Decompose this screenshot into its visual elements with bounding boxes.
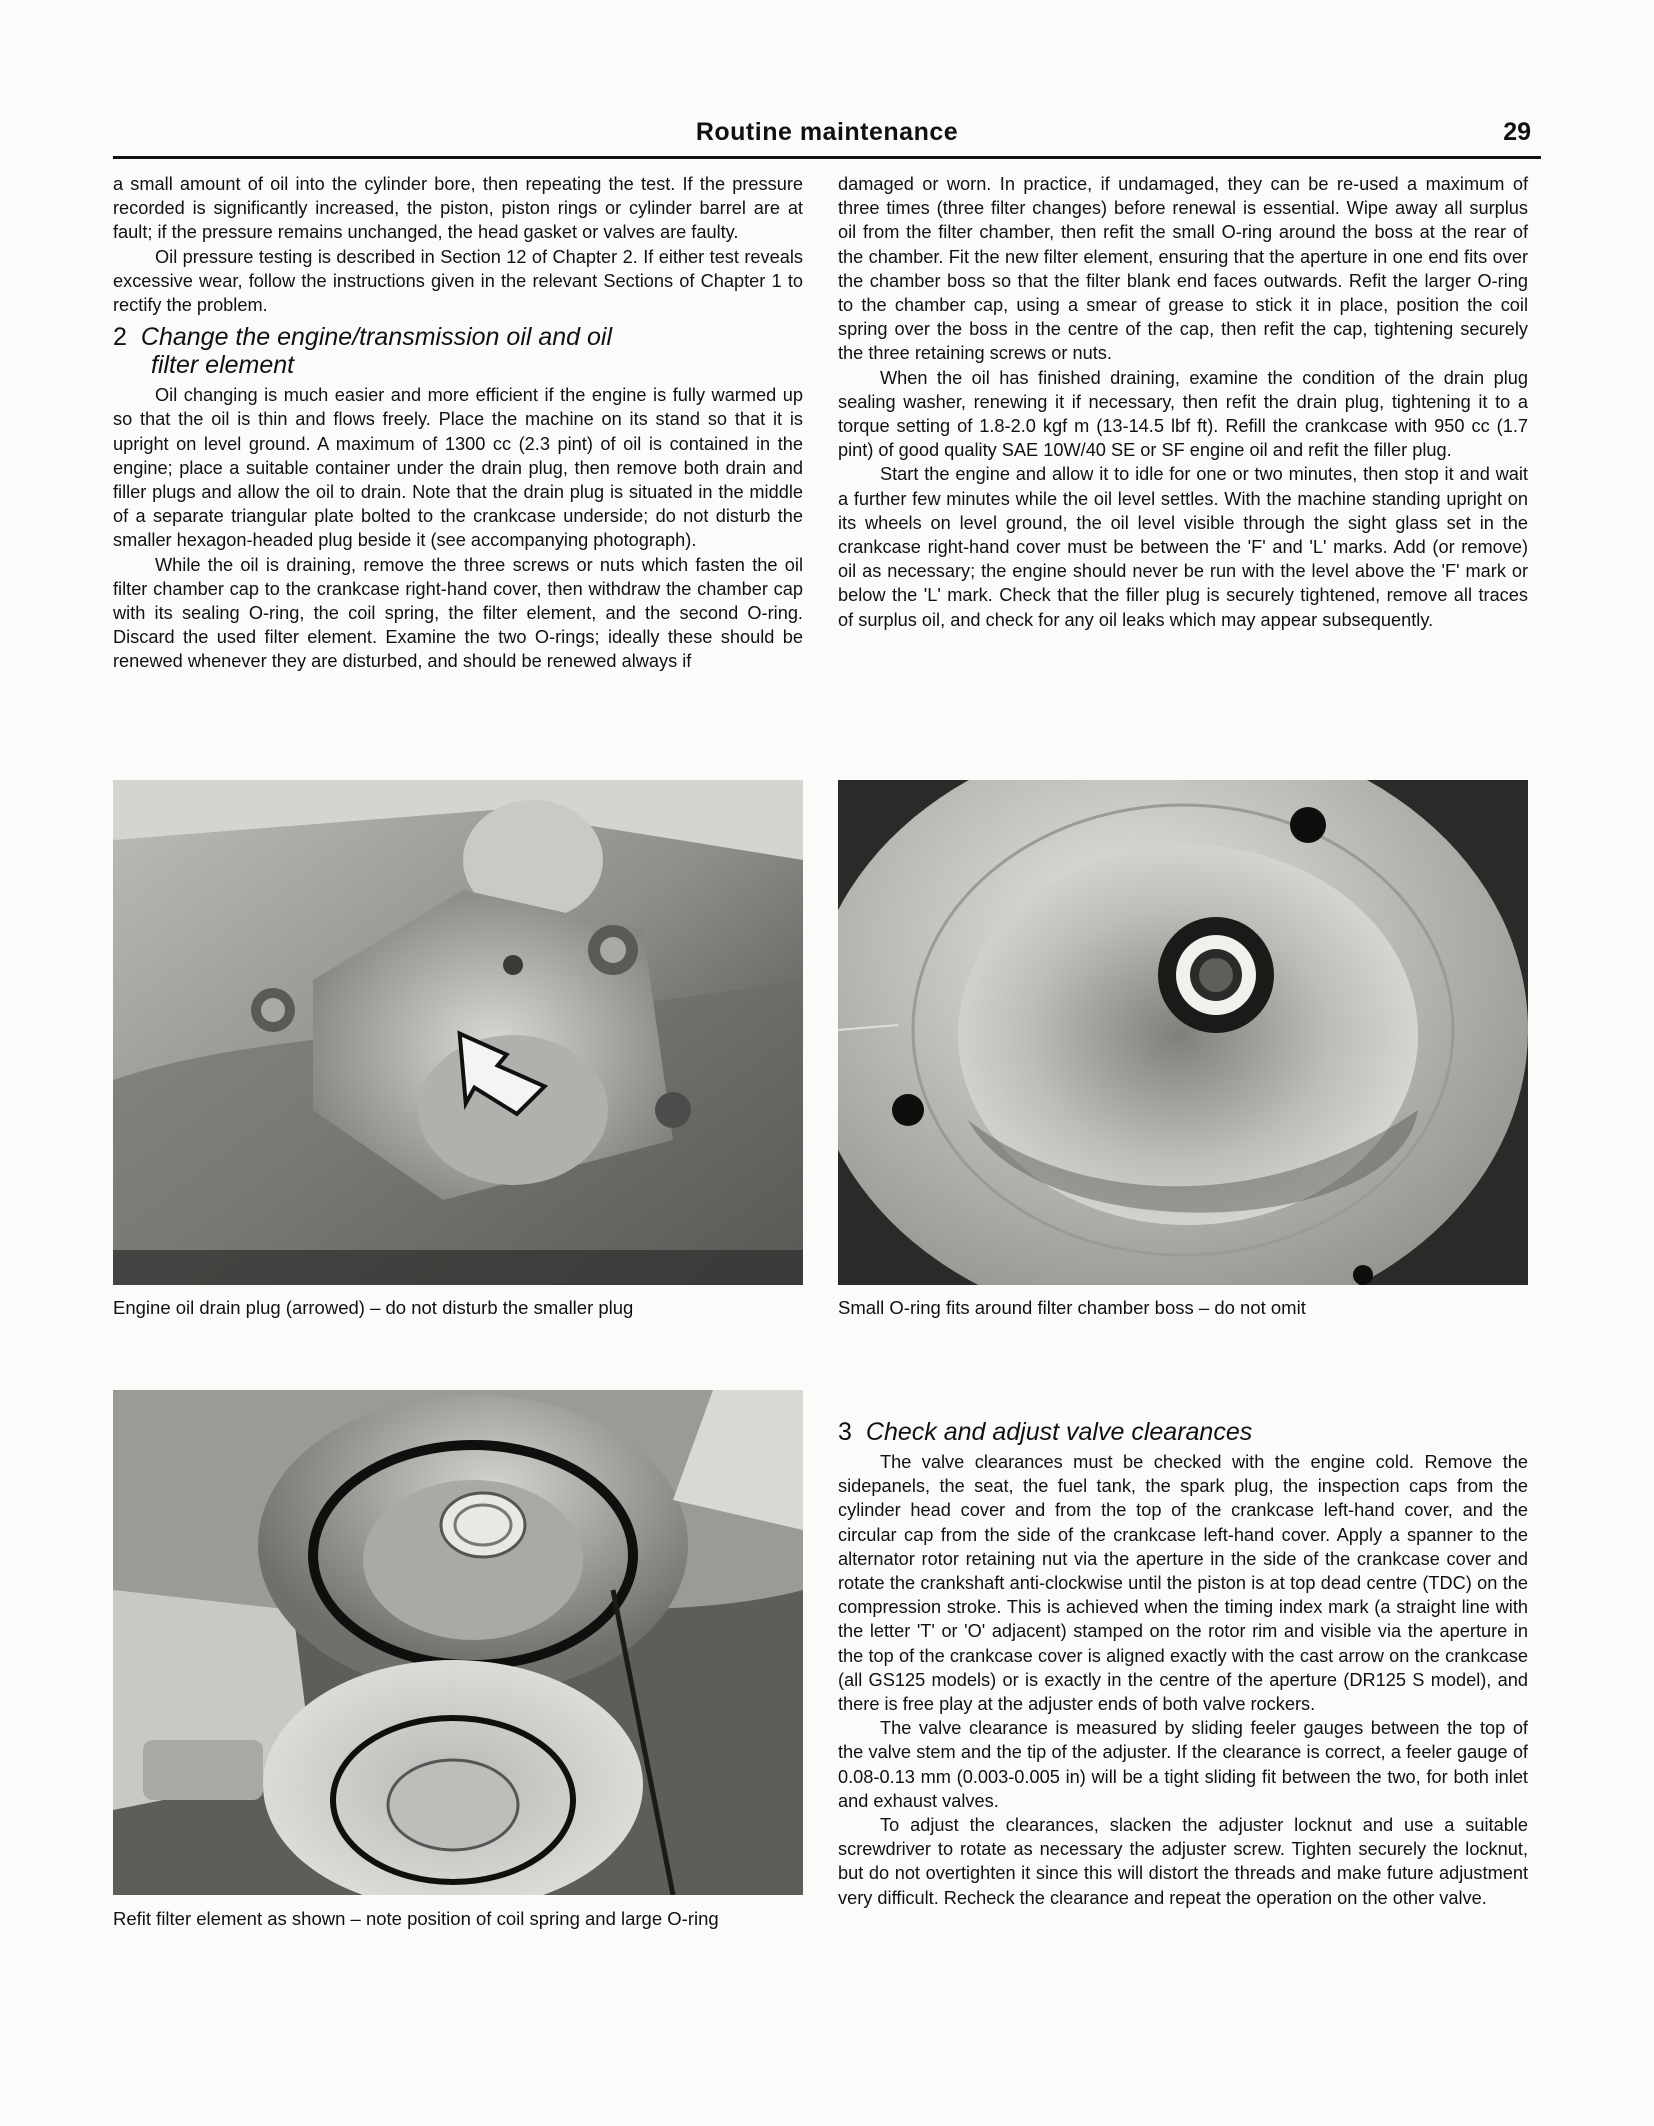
photo-oil-drain-plug	[113, 780, 803, 1285]
paragraph: To adjust the clearances, slacken the adjuster locknut and use a suitable screwdriver to rotate as necessary the adjuster screw. Tighten securely the locknut, but do not overtighten it since this will distort the threads and make future adjustment very difficult. Recheck the clearance and repeat the operation on the other valve.	[838, 1815, 1528, 1908]
caption-photo3: Refit filter element as shown – note position of coil spring and large O-ring	[113, 1908, 719, 1929]
paragraph: a small amount of oil into the cylinder bore, then repeating the test. If the pressure recorded is significantly increased, the piston, piston rings or cylinder barrel are at fault; if the pressure remains unchanged, the head gasket or valves are faulty.	[113, 174, 803, 243]
photo-oil-drain-plug-image	[113, 780, 803, 1285]
paragraph: When the oil has finished draining, examine the condition of the drain plug sealing washer, renewing it if necessary, then refit the drain plug, tightening it to a torque setting of 1.8-2.0 kgf m (13-14.5 lbf ft). Refill the crankcase with 950 cc (1.7 pint) of good quality SAE 10W/40 SE or SF engine oil and refit the filler plug.	[838, 367, 1528, 461]
photo-filter-element-refit	[113, 1390, 803, 1895]
paragraph: The valve clearance is measured by sliding feeler gauges between the top of the valve stem and the tip of the adjuster. If the clearance is correct, a feeler gauge of 0.08-0.13 mm (0.003-0.005 in) will be a tight sliding fit between the two, for both inlet and exhaust valves.	[838, 1718, 1528, 1811]
paragraph: Oil changing is much easier and more efficient if the engine is fully warmed up so that the oil is thin and flows freely. Place the machine on its stand so that it is upright on level ground. A maximum of 1300 cc (2.3 pint) of oil is contained in the engine; place a suitable container under the drain plug, then remove both drain and filler plugs and allow the oil to drain. Note that the drain plug is situated in the middle of a separate triangular plate bolted to the crankcase underside; do not disturb the smaller hexagon-headed plug beside it (see accompanying photograph).	[113, 385, 803, 551]
section-title-line2: filter element	[151, 351, 295, 380]
section-title-line1: Change the engine/transmission oil and oil	[140, 323, 613, 352]
photo-filter-chamber-boss	[838, 780, 1528, 1285]
paragraph: While the oil is draining, remove the three screws or nuts which fasten the oil filter chamber cap to the crankcase right-hand cover, then withdraw the chamber cap with its sealing O-ring, the coil spring, the filter element, and the second O-ring. Discard the used filter element. Examine the two O-rings; ideally these should be renewed whenever they are disturbed, and should be renewed always if	[113, 554, 803, 672]
page-header	[113, 112, 1541, 159]
paragraph: Start the engine and allow it to idle for one or two minutes, then stop it and wait a further few minutes while the oil level settles. With the machine standing upright on its wheels on level ground, the oil level visible through the sight glass set in the crankcase right-hand cover must be between the 'F' and 'L' marks. Add (or remove) oil as necessary; the engine should never be run with the level above the 'F' mark or below the 'L' mark. Check that the filler plug is securely tightened, remove all traces of surplus oil, and check for any oil leaks which may appear subsequently.	[838, 464, 1528, 630]
caption-photo2: Small O-ring fits around filter chamber boss – do not omit	[838, 1297, 1306, 1318]
photo-filter-chamber-image	[838, 780, 1528, 1285]
section-title: Check and adjust valve clearances	[865, 1418, 1253, 1446]
right-column-bottom	[838, 1412, 1528, 1910]
paragraph: The valve clearances must be checked with the engine cold. Remove the sidepanels, the seat, the fuel tank, the spark plug, the inspection caps from the cylinder head cover and from the top of the crankcase left-hand cover, and the circular cap from the side of the crankcase left-hand cover. Apply a spanner to the alternator rotor retaining nut via the aperture in the side of the crankcase cover and rotate the crankshaft anti-clockwise until the piston is at top dead centre (TDC) on the compression stroke. This is achieved when the timing index mark (a straight line with the letter 'T' or 'O' adjacent) stamped on the rotor rim and visible via the aperture in the top of the crankcase cover is aligned exactly with the cast arrow on the crankcase (all GS125 models) or is exactly in the centre of the aperture (DR125 S model), and there is free play at the adjuster ends of both valve rockers.	[838, 1452, 1528, 1715]
section-2-heading	[113, 323, 803, 379]
section-3-heading	[838, 1418, 1528, 1446]
section-number: 3	[838, 1418, 852, 1446]
paragraph: damaged or worn. In practice, if undamaged, they can be re-used a maximum of three times (three filter changes) before renewal is essential. Wipe away all surplus oil from the filter chamber, then refit the small O-ring around the boss at the rear of the chamber. Fit the new filter element, ensuring that the aperture in one end fits over the chamber boss so that the filter blank end faces outwards. Refit the larger O-ring to the chamber cap, using a smear of grease to stick it in place, position the coil spring over the boss in the centre of the cap, then refit the cap, tightening securely the three retaining screws or nuts.	[838, 174, 1528, 364]
left-column-top	[113, 172, 803, 674]
running-title: Routine maintenance	[695, 118, 959, 146]
photo-filter-element-image	[113, 1390, 803, 1895]
right-column-top	[838, 172, 1528, 632]
paragraph: Oil pressure testing is described in Section 12 of Chapter 2. If either test reveals excessive wear, follow the instructions given in the relevant Sections of Chapter 1 to rectify the problem.	[113, 246, 803, 316]
caption-photo1: Engine oil drain plug (arrowed) – do not disturb the smaller plug	[113, 1297, 634, 1318]
page-number: 29	[1503, 118, 1531, 146]
section-number: 2	[113, 323, 127, 352]
